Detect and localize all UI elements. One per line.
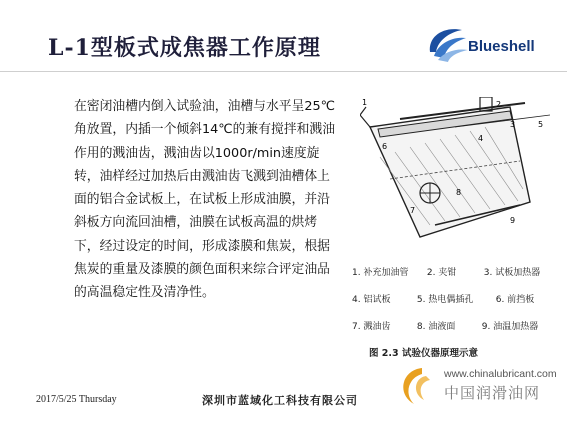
slide-title: L-1型板式成焦器工作原理 xyxy=(48,35,321,61)
diagram-label-5: 5 xyxy=(538,120,544,129)
watermark-name: 中国润滑油网 xyxy=(444,384,541,402)
diagram-label-8: 8 xyxy=(456,188,462,197)
legend-item: 4. 铝试板 xyxy=(352,295,391,305)
legend-item: 2. 夹钳 xyxy=(426,268,457,278)
diagram-label-7: 7 xyxy=(410,206,416,215)
legend-item: 9. 油温加热器 xyxy=(481,322,539,332)
diagram-label-3: 3 xyxy=(510,120,516,129)
diagram-label-4: 4 xyxy=(478,134,484,143)
logo-text: Blueshell xyxy=(468,38,535,55)
legend-item: 5. 热电偶插孔 xyxy=(416,295,474,305)
footer-date: 2017/5/25 Thursday xyxy=(36,394,117,405)
legend-item: 6. 前挡板 xyxy=(495,295,535,305)
legend-item: 1. 补充加油管 xyxy=(352,268,409,278)
legend-item: 3. 试板加热器 xyxy=(483,268,541,278)
diagram-label-1: 1 xyxy=(362,98,368,107)
legend-row xyxy=(352,314,562,341)
diagram-label-6: 6 xyxy=(382,142,388,151)
diagram-label-9: 9 xyxy=(510,216,516,225)
legend-row xyxy=(352,287,562,314)
legend-item: 7. 溅油齿 xyxy=(352,322,391,332)
diagram-caption: 图 2.3 试验仪器原理示意 xyxy=(369,348,478,359)
watermark-url: www.chinalubricant.com xyxy=(444,368,557,380)
diagram-label-2: 2 xyxy=(496,100,502,109)
apparatus-diagram xyxy=(360,97,555,242)
footer-company: 深圳市蓝域化工科技有限公司 xyxy=(202,394,358,407)
description-paragraph: 在密闭油槽内倒入试验油，油槽与水平呈25℃角放置，内插一个倾斜14℃的兼有搅拌和溅油作用的溅油齿，溅油齿以1000r/min速度旋转，油样经过加热后由溅油齿飞溅到油槽体上面的铝合金试板上，在试板上形成油膜，并沿斜板方向流回油槽，油膜在试板高温的烘烤下，经过设定的时间，形成漆膜和焦炭，根据焦炭的重量及漆膜的颜色面积来综合评定油品的高温稳定性及清净性。 xyxy=(74,99,335,301)
header-divider xyxy=(0,71,567,72)
legend-item: 8. 油液面 xyxy=(416,322,456,332)
legend-row xyxy=(352,260,562,287)
diagram-legend xyxy=(352,260,562,341)
